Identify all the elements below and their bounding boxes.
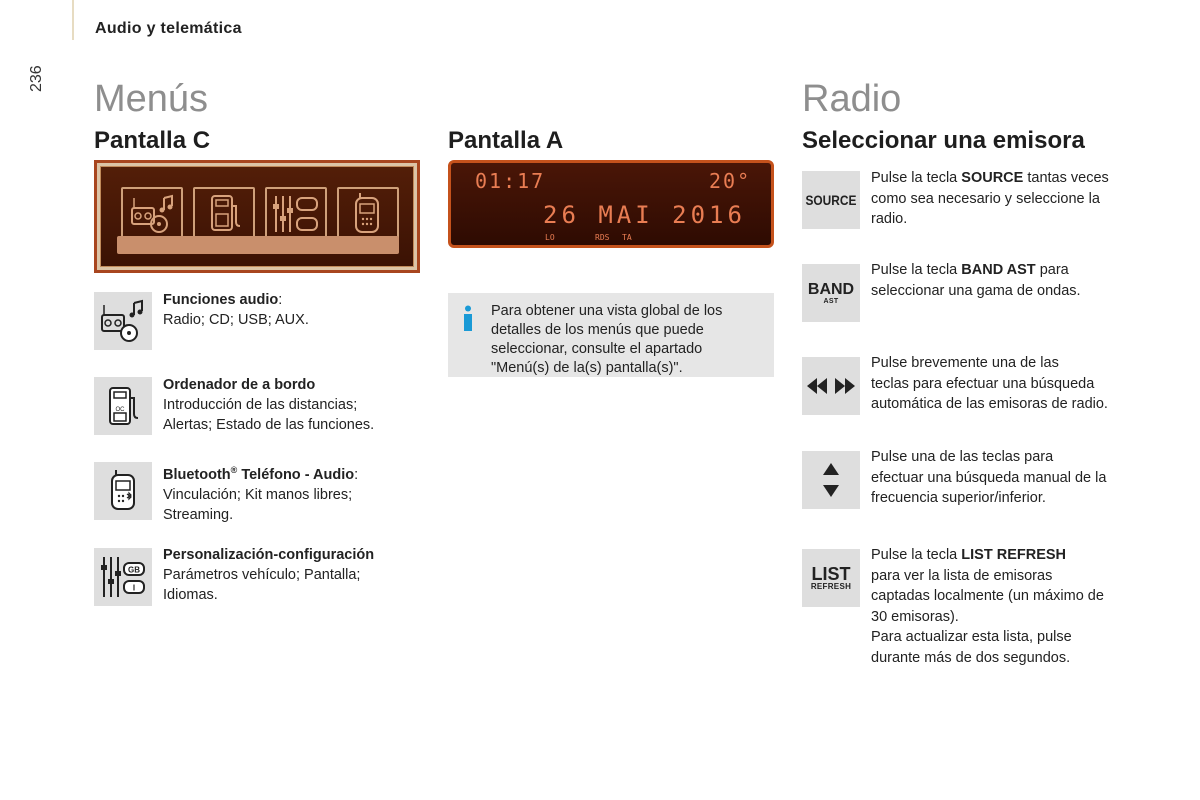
svg-text:GB: GB bbox=[128, 565, 140, 575]
selection-bar bbox=[117, 236, 399, 254]
settings-icon bbox=[265, 187, 327, 240]
display-time: 01:17 bbox=[475, 169, 546, 193]
up-down-arrows-icon bbox=[802, 451, 860, 509]
info-box bbox=[448, 293, 774, 377]
indicator-lo: LO bbox=[545, 233, 555, 242]
list-refresh-key: LIST REFRESH bbox=[802, 549, 860, 607]
step-band-text: Pulse la tecla BAND AST para seleccionar una gama de ondas. bbox=[871, 262, 1081, 299]
svg-text:OC: OC bbox=[115, 407, 125, 413]
info-icon bbox=[462, 305, 474, 331]
source-key: SOURCE bbox=[802, 171, 860, 229]
seek-arrows-icon bbox=[802, 357, 860, 415]
indicator-rds: RDS bbox=[595, 233, 610, 242]
display-date: 26 MAI 2016 bbox=[543, 201, 746, 229]
select-station-title: Seleccionar una emisora bbox=[802, 127, 1085, 154]
band-ast-key: BAND AST bbox=[802, 264, 860, 322]
radio-title: Radio bbox=[802, 78, 902, 120]
pantalla-a-title: Pantalla A bbox=[448, 127, 564, 154]
step-source-text: Pulse la tecla SOURCE tantas veces como sea necesario y seleccione la radio. bbox=[871, 170, 1109, 227]
step-seek-text: Pulse brevemente una de las teclas para efectuar una búsqueda automática de las emisoras de radio. bbox=[871, 355, 1108, 412]
audio-icon bbox=[94, 292, 152, 350]
info-text: Para obtener una vista global de los detalles de los menús que puede seleccionar, consulte el apartado "Menú(s) de la(s) pantalla(s)". bbox=[491, 303, 723, 376]
menu-item-settings: Personalización-configuración Parámetros vehículo; Pantalla; Idiomas. bbox=[163, 547, 375, 603]
display-temperature: 20° bbox=[709, 169, 752, 193]
menu-item-bluetooth: Bluetooth® Teléfono - Audio: Vinculación; Kit manos libres; Streaming. bbox=[163, 465, 359, 523]
bluetooth-phone-icon bbox=[94, 462, 152, 520]
page-number: 236 bbox=[28, 65, 45, 92]
svg-text:I: I bbox=[132, 583, 136, 593]
menu-item-trip-computer: Ordenador de a bordo Introducción de las distancias; Alertas; Estado de las funciones. bbox=[163, 377, 375, 433]
bluetooth-phone-icon bbox=[337, 187, 399, 240]
trip-computer-icon bbox=[193, 187, 255, 240]
screen-c-display bbox=[94, 160, 420, 273]
trip-computer-icon bbox=[94, 377, 152, 435]
margin-rule bbox=[72, 0, 74, 40]
menu-item-audio: Funciones audio: Radio; CD; USB; AUX. bbox=[163, 292, 309, 328]
pantalla-c-title: Pantalla C bbox=[94, 127, 211, 154]
settings-icon bbox=[94, 548, 152, 606]
step-manual-text: Pulse una de las teclas para efectuar una búsqueda manual de la frecuencia superior/inferior. bbox=[871, 449, 1107, 506]
indicator-ta: TA bbox=[622, 233, 632, 242]
audio-icon bbox=[121, 187, 183, 240]
section-header: Audio y telemática bbox=[95, 20, 242, 37]
screen-a-display bbox=[448, 160, 774, 248]
menus-title: Menús bbox=[94, 78, 209, 120]
step-list-text: Pulse la tecla LIST REFRESH para ver la lista de emisoras captadas localmente (un máximo de 30 emisoras). Para actualizar esta lista, pulse durante más de dos segundos. bbox=[871, 547, 1104, 666]
